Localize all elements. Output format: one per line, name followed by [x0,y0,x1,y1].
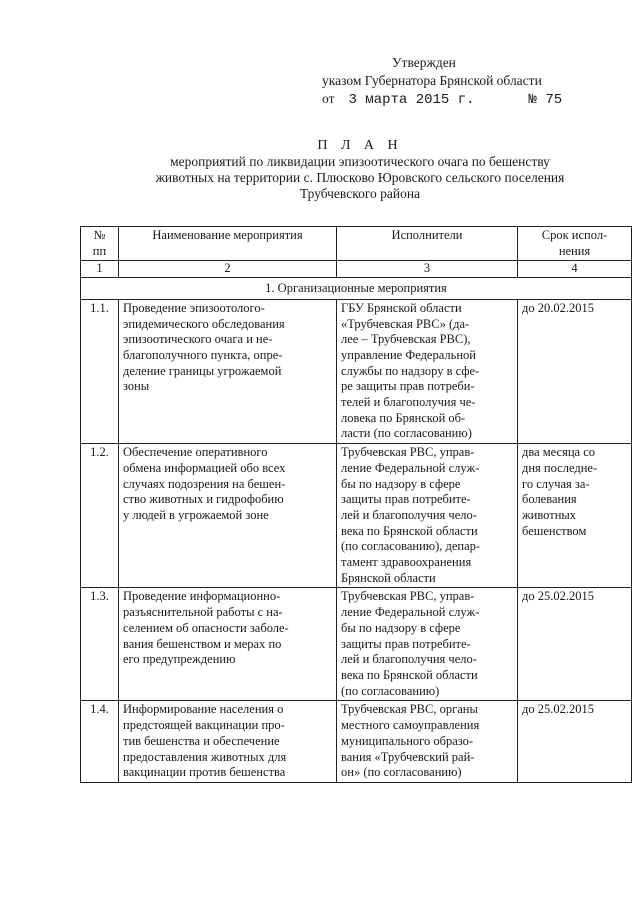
decree-number: № 75 [528,92,563,108]
document-title: П Л А Н [317,138,403,153]
subtitle-line: животных на территории с. Плюсково Юровского сельского поселения [155,170,565,185]
row-executors: ГБУ Брянской области «Трубчевская РВС» (да- лее – Трубчевская РВС), управление Федеральной службы по надзору в сфе- ре защиты прав потреби- телей и благополучия че- ловека по Брянской об- ласти (по согласованию) [337,299,518,443]
row-term: два месяца со дня последне- го случая за- болевания животных бешенством [518,444,632,588]
row-executors: Трубчевская РВС, управ- ление Федеральной служ- бы по надзору в сфере защиты прав потребите- лей и благополучия чело- века по Брянской области (по согласованию) [337,588,518,701]
decree-line: указом Губернатора Брянской области [322,73,542,88]
row-name: Проведение эпизоотолого- эпидемического обследования эпизоотического очага и не- благополучного пункта, опре- деление границы угрожаемой зоны [119,299,337,443]
column-number: 2 [119,261,337,278]
row-executors: Трубчевская РВС, управ- ление Федеральной служ- бы по надзору в сфере защиты прав потребите- лей и благополучия чело- века по Брянской области (по согласованию), депар- тамент здравоохранения Брянской области [337,444,518,588]
row-number: 1.2. [81,444,119,588]
column-number: 1 [81,261,119,278]
header-executors: Исполнители [337,227,518,261]
row-name: Проведение информационно- разъяснительной работы с на- селением об опасности заболе- вания бешенством и мерах по его предупреждению [119,588,337,701]
section-row [81,278,632,300]
subtitle-line: мероприятий по ликвидации эпизоотического очага по бешенству [170,154,550,169]
row-executors: Трубчевская РВС, органы местного самоуправления муниципального образо- вания «Трубчевский рай- он» (по согласованию) [337,701,518,783]
column-number-row [81,261,632,278]
header-name: Наименование мероприятия [119,227,337,261]
decree-date-line [322,90,562,109]
table-header-row [81,227,632,261]
decree-date: 3 марта 2015 г. [348,92,475,108]
plan-table [80,226,632,783]
document-subtitle [100,154,620,202]
table-row [81,299,632,443]
column-number: 3 [337,261,518,278]
row-term: до 25.02.2015 [518,588,632,701]
header-num: № пп [81,227,119,261]
header-term: Срок испол- нения [518,227,632,261]
table-row [81,588,632,701]
section-title: 1. Организационные мероприятия [81,278,632,300]
row-term: до 20.02.2015 [518,299,632,443]
row-number: 1.4. [81,701,119,783]
row-name: Обеспечение оперативного обмена информацией обо всех случаях подозрения на бешен- ство животных и гидрофобию у людей в угрожаемой зоне [119,444,337,588]
from-label: от [322,91,335,106]
table-row [81,701,632,783]
table-row [81,444,632,588]
subtitle-line: Трубчевского района [299,186,421,201]
approval-stamp [322,54,562,109]
row-term: до 25.02.2015 [518,701,632,783]
column-number: 4 [518,261,632,278]
row-name: Информирование населения о предстоящей вакцинации про- тив бешенства и обеспечение предоставления животных для вакцинации против бешенства [119,701,337,783]
row-number: 1.1. [81,299,119,443]
row-number: 1.3. [81,588,119,701]
approved-label: Утвержден [392,55,456,70]
